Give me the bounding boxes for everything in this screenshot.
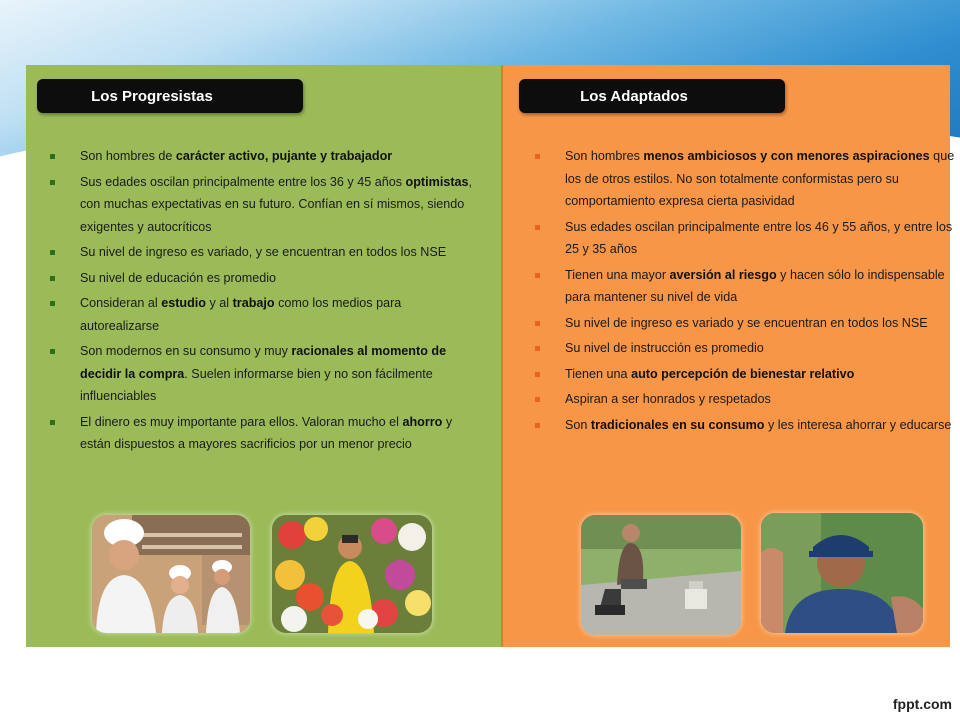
square-bullet-icon [535, 423, 540, 428]
bullet-text: Tienen una mayor [565, 267, 670, 282]
bullet-text: Aspiran a ser honrados y respetados [565, 392, 771, 406]
bullet-bold-text: estudio [161, 296, 206, 310]
bullet-text: Consideran al [80, 296, 162, 310]
bullet-bold-text: carácter activo, pujante y trabajador [175, 149, 393, 163]
square-bullet-icon [535, 273, 540, 278]
bullet-item [46, 340, 476, 408]
bullet-text: Su nivel de educación es promedio [80, 270, 277, 285]
bullet-item [46, 241, 476, 264]
bullet-text: Son hombres de [80, 149, 176, 163]
bullet-text: , con muchas expectativas en su futuro. Confían en sí mismos, siendo exigentes y autocríticos [80, 174, 473, 234]
bullet-item [531, 363, 955, 386]
fppt-logo: fppt.com [892, 696, 952, 712]
bullet-item [531, 337, 955, 360]
bullet-item [46, 171, 476, 239]
bullet-text: como los medios para autorealizarse [80, 296, 402, 333]
bullet-text: y al [206, 296, 233, 310]
bullet-bold-text: auto percepción de bienestar relativo [631, 366, 855, 381]
photo-flower-vendor [272, 515, 432, 633]
bullet-bold-text: aversión al riesgo [669, 267, 777, 282]
bullet-item [46, 267, 476, 290]
bullet-bold-text: trabajo [232, 296, 275, 310]
square-bullet-icon [535, 346, 540, 351]
bullet-bold-text: menos ambiciosos y con menores aspiraciones [643, 149, 930, 163]
square-bullet-icon [50, 276, 55, 281]
panel-progresistas [26, 65, 501, 647]
bullet-text: y les interesa ahorrar y educarse [764, 417, 952, 432]
bullet-item [531, 312, 955, 335]
square-bullet-icon [535, 225, 540, 230]
bullet-list-adaptados [531, 145, 955, 439]
bullet-text: Son hombres [565, 149, 644, 163]
bullet-text: y hacen sólo lo indispensable para mantener su nivel de vida [565, 267, 945, 304]
square-bullet-icon [535, 372, 540, 377]
square-bullet-icon [535, 154, 540, 159]
bullet-text: y están dispuestos a mayores sacrificios por un menor precio [80, 414, 453, 451]
bullet-text: Su nivel de ingreso es variado, y se encuentran en todos los NSE [80, 245, 447, 259]
panel-adaptados [501, 65, 955, 647]
photo-man-cap [761, 513, 923, 633]
bullet-text: que los de otros estilos. No son totalmente conformistas pero su comportamiento expresa cierta pasividad [565, 149, 955, 208]
bullet-text: Su nivel de ingreso es variado y se encuentran en todos los NSE [565, 315, 928, 330]
bullet-item [531, 216, 955, 261]
bullet-item [531, 388, 955, 411]
bullet-bold-text: optimistas [405, 174, 469, 189]
bullet-bold-text: tradicionales en su consumo [590, 417, 765, 432]
bullet-text: Son [565, 417, 591, 432]
bullet-bold-text: ahorro [402, 414, 443, 429]
bullet-text: El dinero es muy importante para ellos. Valoran mucho el [80, 414, 403, 429]
bullet-item [531, 414, 955, 437]
bullet-text: Tienen una [565, 366, 632, 381]
bullet-text: . Suelen informarse bien y no son fácilmente influenciables [80, 366, 433, 403]
panel-title-progresistas: Los Progresistas [37, 79, 303, 113]
photo-bakers [92, 515, 250, 633]
square-bullet-icon [50, 154, 55, 159]
square-bullet-icon [535, 397, 540, 402]
square-bullet-icon [50, 420, 55, 425]
square-bullet-icon [50, 301, 55, 306]
panel-title-adaptados: Los Adaptados [519, 79, 785, 113]
photo-shoeshine [581, 515, 741, 635]
bullet-item [46, 145, 476, 168]
square-bullet-icon [50, 180, 55, 185]
bullet-text: Sus edades oscilan principalmente entre los 46 y 55 años, y entre los 25 y 35 años [565, 219, 953, 256]
square-bullet-icon [50, 349, 55, 354]
bullet-bold-text: racionales al momento de decidir la compra [80, 344, 447, 381]
bullet-text: Son modernos en su consumo y muy [80, 344, 292, 358]
bullet-list-progresistas [46, 145, 476, 459]
bullet-item [531, 264, 955, 309]
square-bullet-icon [50, 250, 55, 255]
bullet-item [531, 145, 955, 213]
bullet-item [46, 411, 476, 456]
bullet-text: Su nivel de instrucción es promedio [565, 341, 764, 355]
square-bullet-icon [535, 321, 540, 326]
bullet-text: Sus edades oscilan principalmente entre los 36 y 45 años [80, 174, 406, 189]
bullet-item [46, 292, 476, 337]
